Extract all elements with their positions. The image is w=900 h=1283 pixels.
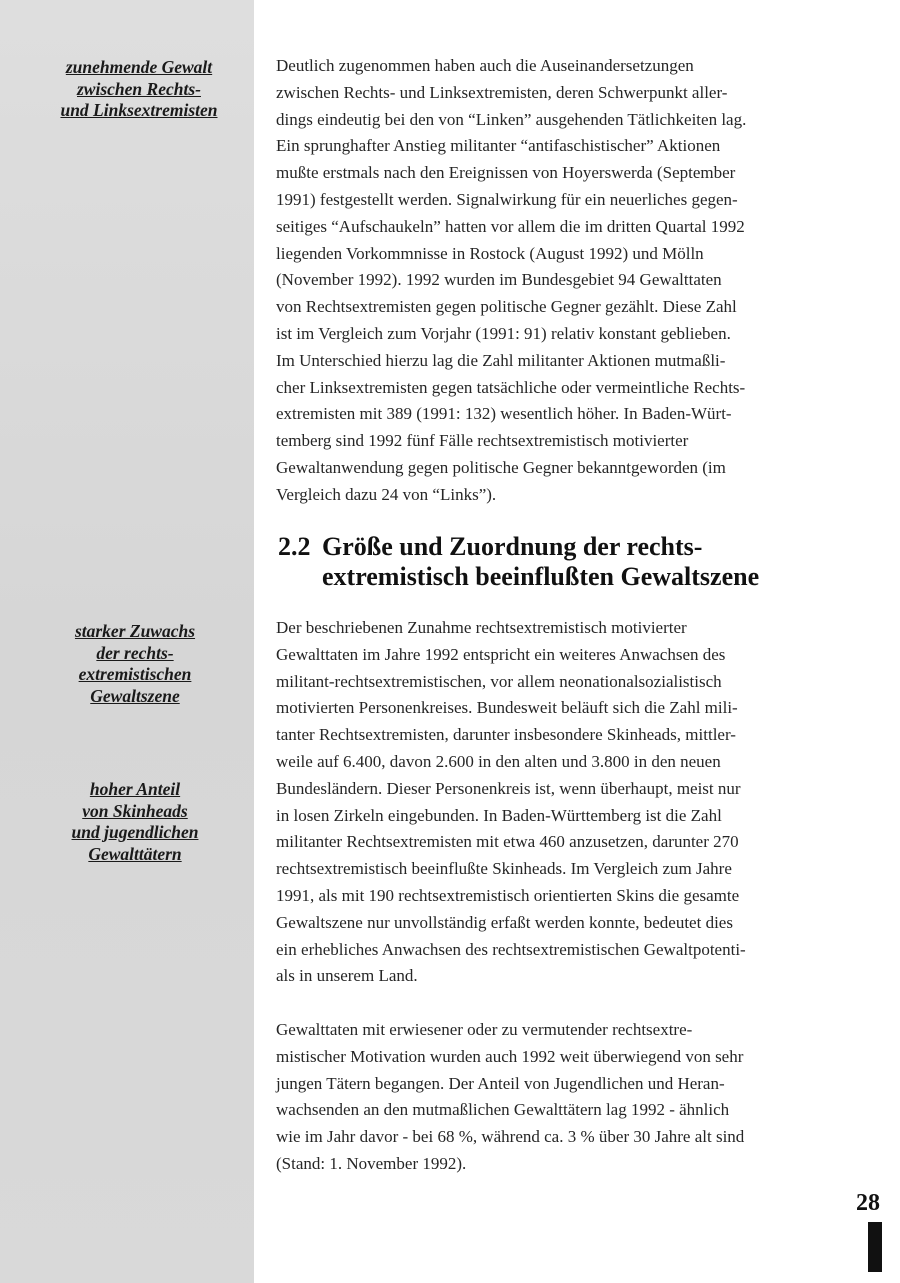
text-line: in losen Zirkeln eingebunden. In Baden-Württemberg ist die Zahl — [276, 805, 722, 825]
text-line: weile auf 6.400, davon 2.600 in den alten und 3.800 in den neuen — [276, 751, 721, 771]
heading-line: extremistisch beeinflußten Gewaltszene — [322, 562, 760, 591]
paragraph-growth — [276, 615, 836, 990]
paragraph-violence — [276, 53, 836, 509]
text-line: (Stand: 1. November 1992). — [276, 1153, 467, 1173]
paragraph-young-offenders — [276, 1017, 836, 1178]
text-line: als in unserem Land. — [276, 966, 418, 986]
text-line: militant-rechtsextremistischen, vor allem neonationalsozialistisch — [276, 671, 722, 691]
text-line: Gewalttaten im Jahre 1992 entspricht ein weiteres Anwachsen des — [276, 644, 726, 664]
section-number: 2.2 — [278, 532, 311, 561]
margin-note-line: zwischen Rechts- — [77, 78, 201, 99]
text-line: 1991, als mit 190 rechtsextremistisch orientierten Skins die gesamte — [276, 885, 740, 905]
section-heading — [278, 532, 838, 592]
text-line: Im Unterschied hierzu lag die Zahl militanter Aktionen mutmaßli- — [276, 350, 726, 370]
margin-note-violence — [12, 57, 266, 122]
margin-note-line: starker Zuwachs — [74, 621, 196, 641]
text-line: Gewalttaten mit erwiesener oder zu vermutender rechtsextre- — [276, 1020, 693, 1039]
text-line: mistischer Motivation wurden auch 1992 weit überwiegend von sehr — [276, 1046, 744, 1066]
page-edge-bar — [868, 1222, 882, 1272]
text-line: Bundesländern. Dieser Personenkreis ist, wenn überhaupt, meist nur — [276, 778, 741, 798]
text-line: Gewaltszene nur unvollständig erfaßt werden konnte, bedeutet dies — [276, 912, 733, 932]
text-line: mußte erstmals nach den Ereignissen von Hoyerswerda (September — [276, 163, 736, 183]
text-line: wie im Jahr davor - bei 68 %, während ca. 3 % über 30 Jahre alt sind — [276, 1127, 745, 1147]
margin-note-line: der rechts- — [96, 642, 174, 663]
text-line: extremisten mit 389 (1991: 132) wesentlich höher. In Baden-Würt- — [276, 404, 732, 424]
margin-note-growth — [8, 621, 262, 707]
margin-note-line: hoher Anteil — [89, 779, 181, 799]
margin-note-line: extremistischen — [78, 664, 192, 684]
text-line: Ein sprunghafter Anstieg militanter “antifaschistischer” Aktionen — [276, 136, 721, 156]
margin-note-line: und Linksextremisten — [60, 100, 218, 120]
heading-line: Größe und Zuordnung der rechts- — [322, 532, 703, 561]
text-line: Der beschriebenen Zunahme rechtsextremistisch motivierter — [276, 618, 687, 637]
text-line: zwischen Rechts- und Linksextremisten, deren Schwerpunkt aller- — [276, 82, 728, 102]
text-line: Gewaltanwendung gegen politische Gegner bekanntgeworden (im — [276, 457, 726, 477]
text-line: ist im Vergleich zum Vorjahr (1991: 91) relativ konstant geblieben. — [276, 323, 731, 343]
page-number: 28 — [856, 1190, 880, 1216]
text-line: dings eindeutig bei den von “Linken” ausgehenden Tätlichkeiten lag. — [276, 109, 747, 129]
text-line: jungen Tätern begangen. Der Anteil von Jugendlichen und Heran- — [276, 1073, 725, 1093]
text-line: liegenden Vorkommnisse in Rostock (August 1992) und Mölln — [276, 243, 704, 263]
text-line: von Rechtsextremisten gegen politische Gegner gezählt. Diese Zahl — [276, 297, 737, 317]
margin-note-line: von Skinheads — [82, 800, 188, 821]
text-line: motivierten Personenkreises. Bundesweit beläuft sich die Zahl mili- — [276, 698, 738, 718]
text-line: cher Linksextremisten gegen tatsächliche oder vermeintliche Rechts- — [276, 377, 746, 397]
text-line: seitiges “Aufschaukeln” hatten vor allem die im dritten Quartal 1992 — [276, 216, 745, 236]
margin-note-line: Gewaltszene — [90, 685, 180, 706]
margin-note-skinheads — [8, 779, 262, 865]
text-line: temberg sind 1992 fünf Fälle rechtsextremistisch motivierter — [276, 431, 689, 451]
text-line: militanter Rechtsextremisten mit etwa 460 anzusetzen, darunter 270 — [276, 832, 739, 852]
margin-note-line: und jugendlichen — [71, 822, 199, 842]
text-line: tanter Rechtsextremisten, darunter insbesondere Skinheads, mittler- — [276, 725, 736, 745]
text-line: Vergleich dazu 24 von “Links”). — [276, 484, 497, 504]
text-line: wachsenden an den mutmaßlichen Gewalttätern lag 1992 - ähnlich — [276, 1100, 730, 1120]
text-line: rechtsextremistisch beeinflußte Skinheads. Im Vergleich zum Jahre — [276, 859, 732, 879]
text-line: 1991) festgestellt werden. Signalwirkung für ein neuerliches gegen- — [276, 189, 738, 209]
margin-note-line: Gewalttätern — [88, 843, 182, 864]
margin-note-line: zunehmende Gewalt — [65, 57, 213, 77]
text-line: Deutlich zugenommen haben auch die Auseinandersetzungen — [276, 56, 694, 75]
text-line: (November 1992). 1992 wurden im Bundesgebiet 94 Gewalttaten — [276, 270, 722, 290]
text-line: ein erhebliches Anwachsen des rechtsextremistischen Gewaltpotenti- — [276, 939, 746, 959]
